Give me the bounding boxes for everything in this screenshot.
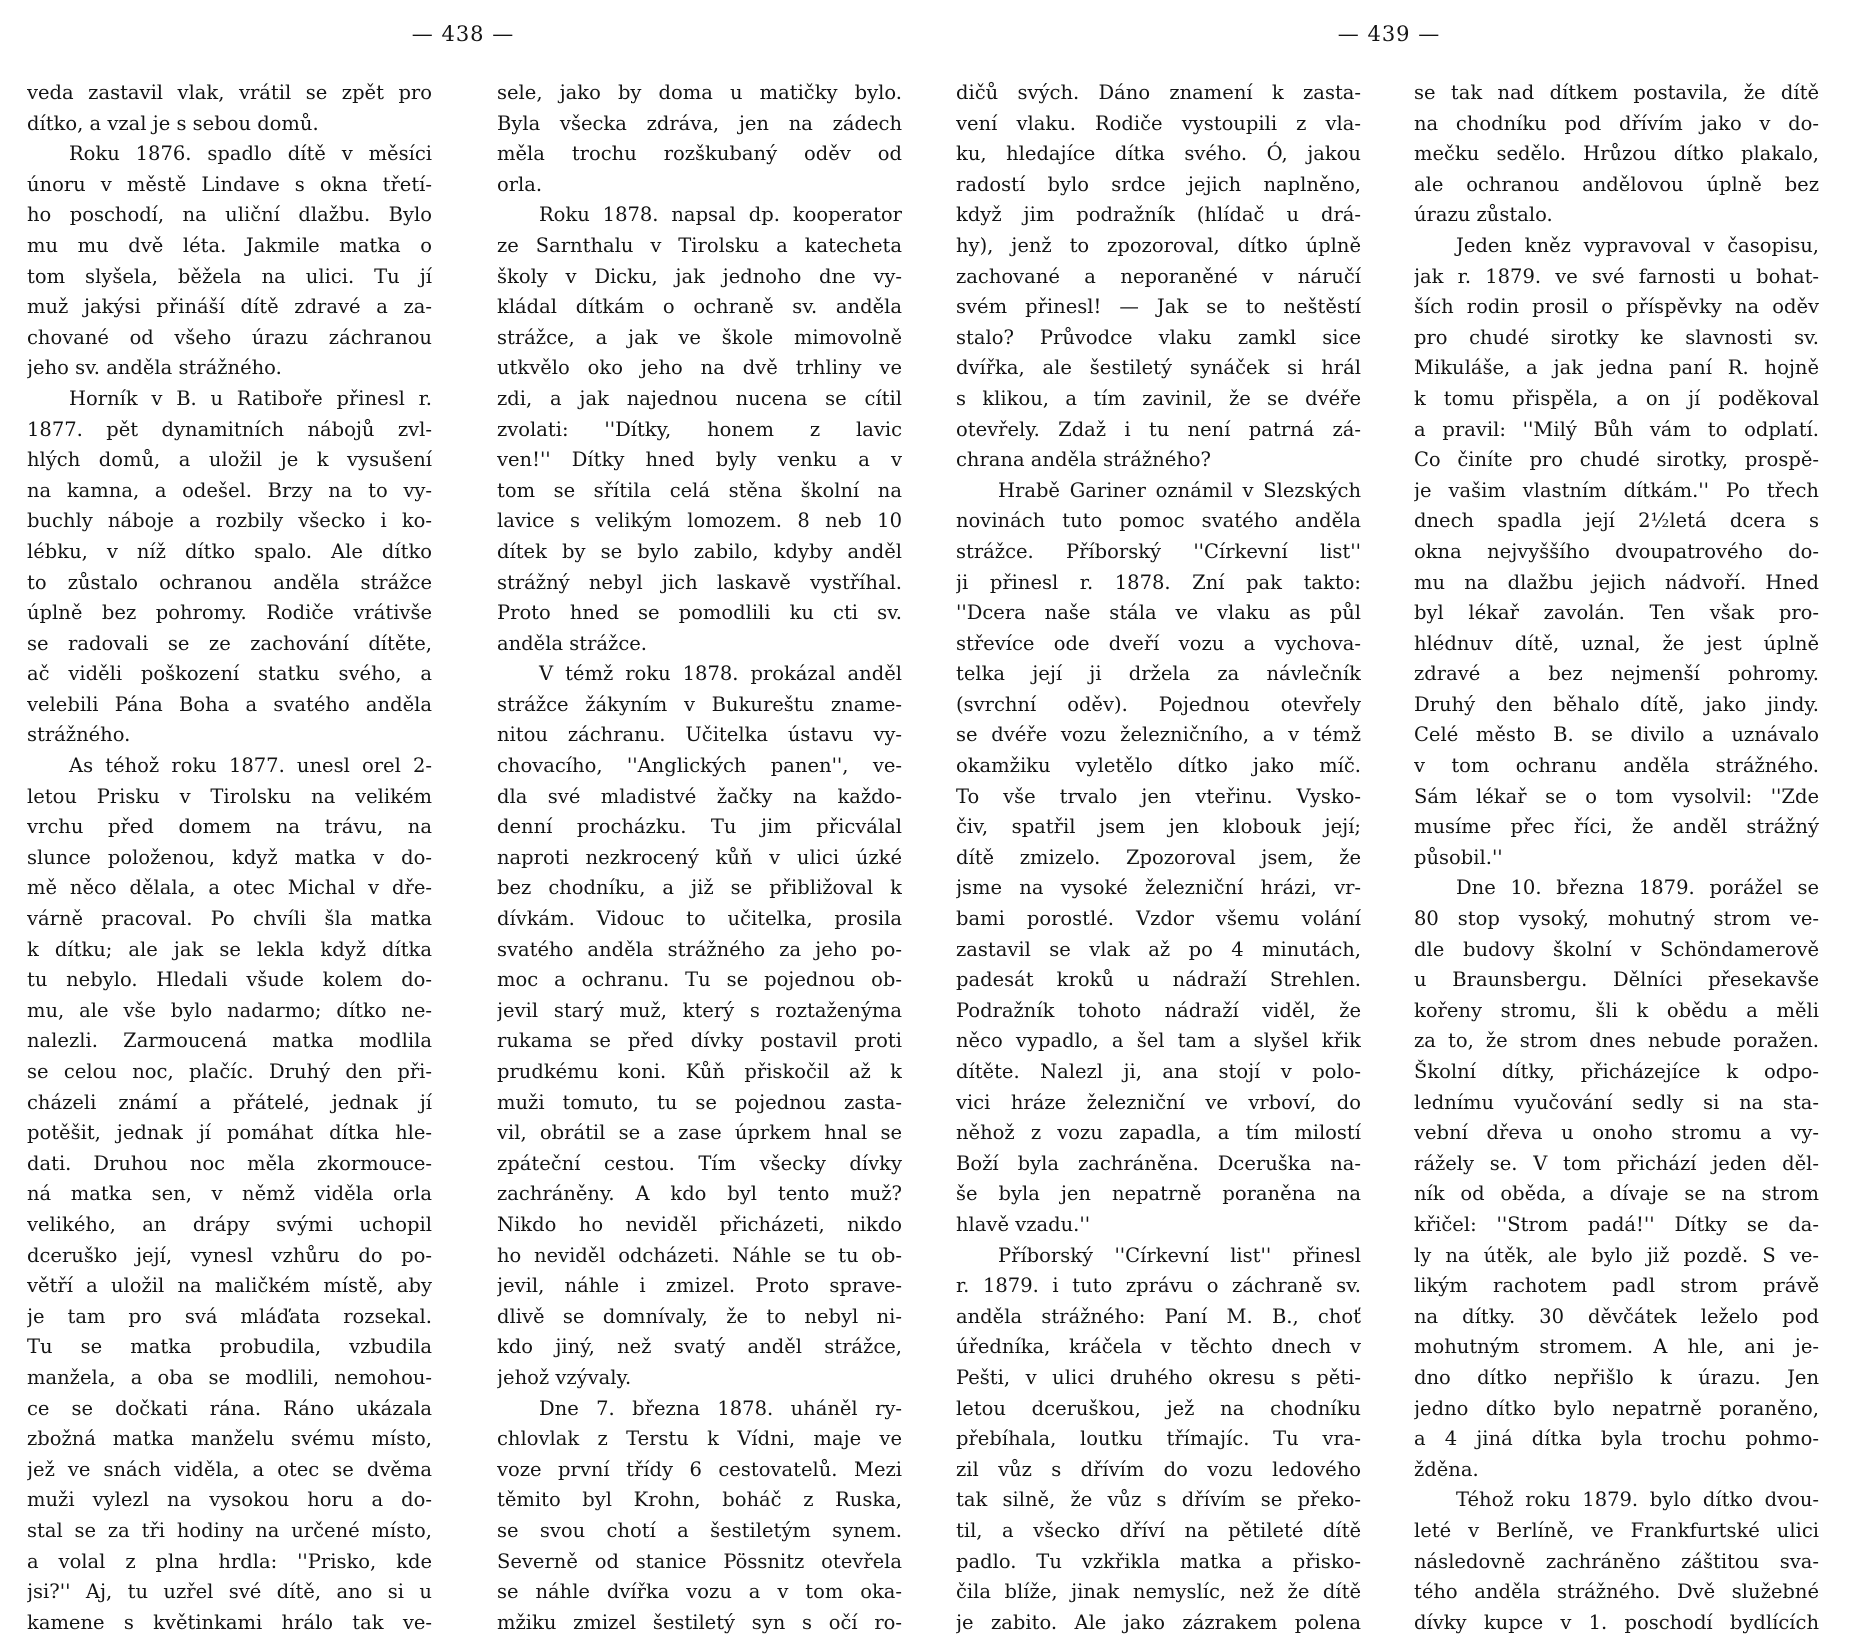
text-line: Dne 10. března 1879. porážel se — [1456, 876, 1819, 900]
text-line: dceruško její, vynesl vzhůru do po- — [27, 1243, 432, 1267]
text-line: jsi?'' Aj, tu uzřel své dítě, ano si u — [27, 1580, 432, 1604]
text-line: vrchu před domem na trávu, na — [27, 815, 432, 839]
text-line: V témž roku 1878. prokázal anděl — [539, 662, 902, 686]
text-line: Tu se matka probudila, vzbudila — [27, 1335, 432, 1359]
text-line: Roku 1876. spadlo dítě v měsíci — [69, 142, 432, 166]
text-line: bami porostlé. Vzdor všemu volání — [956, 907, 1361, 931]
text-line: vební dřeva u onoho stromu a vy- — [1414, 1121, 1819, 1145]
text-line: úředníka, kráčela v těchto dnech v — [956, 1335, 1361, 1359]
text-line: jevil, náhle i zmizel. Proto sprave- — [497, 1274, 902, 1298]
text-line: jež ve snách viděla, a otec se dvěma — [27, 1457, 432, 1481]
text-line: zbožná matka manželu svému místo, — [27, 1427, 432, 1451]
text-line: Druhý den běhalo dítě, jako jindy. — [1414, 692, 1819, 716]
text-line: Hrabě Gariner oznámil v Slezských — [998, 478, 1361, 502]
text-line: úrazu zůstalo. — [1414, 203, 1553, 227]
text-line: letou dceruškou, jež na chodníku — [956, 1396, 1361, 1420]
text-line: zachované a neporaněné v náručí — [956, 264, 1361, 288]
text-line: mu, ale vše bylo nadarmo; dítko ne- — [27, 998, 432, 1022]
text-line: něhož z vozu zapadla, a tím milostí — [956, 1121, 1361, 1145]
text-line: mě něco dělala, a otec Michal v dře- — [27, 876, 432, 900]
text-line: ven!'' Dítky hned byly venku a v — [497, 448, 902, 472]
text-line: byl lékař zavolán. Ten však pro- — [1414, 601, 1819, 625]
text-line: zvolati: ''Dítky, honem z lavic — [497, 417, 902, 441]
text-line: školy v Dicku, jak jednoho dne vy- — [497, 264, 902, 288]
text-line: větří a uložil na maličkém místě, aby — [27, 1274, 432, 1298]
text-line: tu nebylo. Hledali všude kolem do- — [27, 968, 432, 992]
page-number: — 439 — — [1337, 22, 1441, 46]
text-line: 1877. pět dynamitních nábojů zvl- — [27, 417, 432, 441]
text-line: padlo. Tu vzkřikla matka a přisko- — [956, 1549, 1361, 1573]
text-line: je zabito. Ale jako zázrakem polena — [956, 1610, 1361, 1634]
text-line: svém přinesl! — Jak se to neštěstí — [956, 295, 1361, 319]
text-line: bez chodníku, a již se přibližoval k — [497, 876, 902, 900]
text-line: Pešti, v ulici druhého okresu s pěti- — [956, 1365, 1361, 1389]
text-line: moc a ochranu. Tu se pojednou ob- — [497, 968, 902, 992]
text-line: stal se za tři hodiny na určené místo, — [27, 1518, 432, 1542]
text-line: telka její ji držela za návlečník — [956, 662, 1361, 686]
text-line: mečku sedělo. Hrůzou dítko plakalo, — [1414, 142, 1819, 166]
text-line: chlovlak z Terstu k Vídni, maje ve — [497, 1427, 902, 1451]
text-line: dičů svých. Dáno znamení k zasta- — [956, 81, 1361, 104]
text-line: kládal dítkám o ochraně sv. anděla — [497, 295, 902, 319]
text-column-right — [1414, 78, 1819, 1638]
text-line: Podražník tohoto nádraží viděl, že — [956, 998, 1361, 1022]
text-line: dvířka, ale šestiletý synáček si hrál — [956, 356, 1361, 380]
text-column-right — [497, 78, 902, 1638]
text-line: Proto hned se pomodlili ku cti sv. — [497, 601, 902, 625]
text-line: ly na útěk, ale bylo již pozdě. S ve- — [1414, 1243, 1819, 1267]
text-line: strážce, a jak ve škole mimovolně — [497, 325, 902, 349]
text-line: k dítku; ale jak se lekla když dítka — [27, 937, 432, 961]
text-line: žděna. — [1414, 1457, 1479, 1481]
text-line: voze první třídy 6 cestovatelů. Mezi — [497, 1457, 902, 1481]
text-line: denní procházku. Tu jim přicválal — [497, 815, 902, 839]
text-line: působil.'' — [1414, 845, 1503, 869]
text-line: Byla všecka zdráva, jen na zádech — [497, 111, 902, 135]
text-line: tom se sřítila celá stěna školní na — [497, 478, 902, 502]
text-line: ač viděli poškození statku svého, a — [27, 662, 432, 686]
text-line: vil, obrátil se a zase úprkem hnal se — [497, 1121, 902, 1145]
text-line: ji přinesl r. 1878. Zní pak takto: — [956, 570, 1361, 594]
text-line: ''Dcera naše stála ve vlaku as půl — [956, 601, 1361, 625]
text-line: As téhož roku 1877. unesl orel 2- — [69, 754, 432, 778]
text-line: na chodníku pod dřívím jako v do- — [1414, 111, 1819, 135]
text-line: ná matka sen, v němž viděla orla — [27, 1182, 432, 1206]
text-line: zil vůz s dřívím do vozu ledového — [956, 1457, 1361, 1481]
text-line: til, a všecko dříví na pětileté dítě — [956, 1518, 1361, 1542]
text-line: jeho sv. anděla strážného. — [27, 356, 282, 380]
text-line: úplně bez pohromy. Rodiče vrátivše — [27, 601, 432, 625]
page-number: — 438 — — [411, 22, 515, 46]
text-line: dívky kupce v 1. poschodí bydlících — [1414, 1610, 1819, 1634]
text-line: dle budovy školní v Schöndamerově — [1414, 937, 1819, 961]
text-line: se svou chotí a šestiletým synem. — [497, 1518, 902, 1542]
text-line: muž jakýsi přináší dítě zdravé a za- — [27, 295, 432, 319]
text-line: a 4 jiná dítka byla trochu pohmo- — [1414, 1427, 1819, 1451]
text-line: tého anděla strážného. Dvě služebné — [1414, 1580, 1819, 1604]
text-line: jevil starý muž, který s roztaženýma — [497, 998, 902, 1022]
text-line: prudkému koni. Kůň přiskočil až k — [497, 1060, 902, 1083]
text-line: jehož vzývaly. — [497, 1365, 632, 1389]
text-line: muži vylezl na vysokou horu a do- — [27, 1488, 432, 1512]
text-line: je tam pro svá mláďata rozsekal. — [27, 1304, 432, 1328]
text-line: zdravé a bez nejmenší pohromy. — [1414, 662, 1819, 686]
text-line: tak silně, že vůz s dřívím se překo- — [956, 1488, 1361, 1512]
text-line: velebili Pána Boha a svatého anděla — [27, 692, 432, 716]
text-line: dlivě se domnívaly, že to nebyl ni- — [497, 1304, 902, 1328]
text-line: na dítky. 30 děvčátek leželo pod — [1414, 1304, 1819, 1328]
text-line: dno dítko nepřišlo k úrazu. Jen — [1414, 1365, 1819, 1389]
text-line: dítěte. Nalezl ji, ana stojí v polo- — [956, 1060, 1361, 1083]
text-line: chovacího, ''Anglických panen'', ve- — [497, 754, 902, 778]
text-line: chrana anděla strážného? — [956, 448, 1211, 472]
text-line: to zůstalo ochranou anděla strážce — [27, 570, 432, 594]
text-line: rukama se před dívky postavil proti — [497, 1029, 902, 1053]
text-line: leté v Berlíně, ve Frankfurtské ulici — [1414, 1518, 1819, 1542]
text-line: je vašim vlastním dítkám.'' Po třech — [1414, 478, 1819, 502]
text-line: buchly náboje a rozbily všecko i ko- — [27, 509, 432, 533]
text-line: s klikou, a tím zavinil, že se dvéře — [956, 386, 1361, 410]
text-line: strážného. — [27, 723, 131, 747]
text-line: otevřely. Zdaž i tu není patrná zá- — [956, 417, 1361, 441]
text-line: slunce položenou, když matka v do- — [27, 845, 432, 869]
text-line: měla trochu rozškubaný oděv od — [497, 142, 902, 166]
text-line: cházeli známí a přátelé, jednak jí — [27, 1090, 432, 1114]
text-line: na kamna, a odešel. Brzy na to vy- — [27, 478, 432, 502]
text-line: kamene s květinkami hrálo tak ve- — [27, 1610, 432, 1634]
text-line: těmito byl Krohn, boháč z Ruska, — [497, 1488, 902, 1512]
text-line: ze Sarnthalu v Tirolsku a katecheta — [497, 233, 902, 257]
text-line: ších rodin prosil o příspěvky na oděv — [1414, 295, 1819, 319]
text-line: čila blíže, jinak nemyslíc, než že dítě — [956, 1580, 1361, 1604]
text-line: zachráněny. A kdo byl tento muž? — [497, 1182, 902, 1206]
text-line: hy), jenž to zpozoroval, dítko úplně — [956, 233, 1361, 257]
text-line: okna nejvyššího dvoupatrového do- — [1414, 539, 1819, 563]
text-line: dítko, a vzal je s sebou domů. — [27, 111, 319, 135]
text-line: Příborský ''Církevní list'' přinesl — [998, 1243, 1361, 1267]
text-line: muži tomuto, tu se pojednou zasta- — [497, 1090, 902, 1114]
text-line: zastavil se vlak až po 4 minutách, — [956, 937, 1361, 961]
text-line: dítě zmizelo. Zpozoroval jsem, že — [956, 845, 1361, 869]
text-line: za to, že strom dnes nebude poražen. — [1414, 1029, 1819, 1053]
text-line: hlých domů, a uložil je k vysušení — [27, 448, 432, 472]
text-line: manžela, a oba se modlili, nemohou- — [27, 1365, 432, 1389]
text-line: Téhož roku 1879. bylo dítko dvou- — [1456, 1488, 1819, 1512]
text-line: se radovali se ze zachování dítěte, — [27, 631, 432, 655]
text-line: mžiku zmizel šestiletý syn s očí ro- — [497, 1610, 902, 1634]
text-line: ho neviděl odcházeti. Náhle se tu ob- — [497, 1243, 902, 1267]
text-line: velikého, an drápy svými uchopil — [27, 1212, 432, 1236]
text-line: v tom ochranu anděla strážného. — [1414, 754, 1819, 778]
text-line: svatého anděla strážného za jeho po- — [497, 937, 902, 961]
text-line: likým rachotem padl strom právě — [1414, 1274, 1819, 1298]
text-line: To vše trvalo jen vteřinu. Vysko- — [956, 784, 1361, 808]
text-line: ník od oběda, a dívaje se na strom — [1414, 1182, 1819, 1206]
text-line: něco vypadlo, a šel tam a slyšel křik — [956, 1029, 1361, 1053]
text-line: vici hráze železniční ve vrboví, do — [956, 1090, 1361, 1114]
text-line: se dvéře vozu železničního, a v témž — [956, 723, 1361, 747]
text-line: se celou noc, plačíc. Druhý den při- — [27, 1060, 432, 1083]
text-line: 80 stop vysoký, mohutný strom ve- — [1414, 907, 1819, 931]
text-line: kořeny stromu, šli k obědu a měli — [1414, 998, 1819, 1022]
text-line: se náhle dvířka vozu a v tom oka- — [497, 1580, 902, 1604]
text-line: a pravil: ''Milý Bůh vám to odplatí. — [1414, 417, 1819, 441]
text-line: u Braunsbergu. Dělníci přesekavše — [1414, 968, 1819, 992]
text-line: novinách tuto pomoc svatého anděla — [956, 509, 1361, 533]
text-line: radostí bylo srdce jejich naplněno, — [956, 172, 1361, 196]
text-line: orla. — [497, 172, 543, 196]
text-line: Mikuláše, a jak jedna paní R. hojně — [1414, 356, 1819, 380]
text-line: Roku 1878. napsal dp. kooperator — [539, 203, 902, 227]
text-line: jedno dítko bylo nepatrně poraněno, — [1414, 1396, 1819, 1420]
text-line: střevíce ode dveří vozu a vychova- — [956, 631, 1361, 655]
text-line: okamžiku vyletělo dítko jako míč. — [956, 754, 1361, 778]
text-column-left — [27, 78, 432, 1638]
text-line: strážce žákyním v Bukureštu zname- — [497, 692, 902, 716]
text-line: Co činíte pro chudé sirotky, prospě- — [1414, 448, 1819, 472]
text-line: a volal z plna hrdla: ''Prisko, kde — [27, 1549, 432, 1573]
text-line: letou Prisku v Tirolsku na velikém — [27, 784, 432, 808]
text-line: naproti nezkrocený kůň v ulici úzké — [497, 845, 902, 869]
text-line: rážely se. V tom přichází jeden děl- — [1414, 1151, 1819, 1175]
text-line: nitou záchranu. Učitelka ústavu vy- — [497, 723, 902, 747]
text-line: Boží byla zachráněna. Dceruška na- — [956, 1151, 1361, 1175]
text-line: tom slyšela, běžela na ulici. Tu jí — [27, 264, 432, 288]
text-line: se tak nad dítkem postavila, že dítě — [1414, 81, 1819, 104]
text-line: mohutným stromem. A hle, ani je- — [1414, 1335, 1819, 1359]
text-line: když jim podražník (hlídač u drá- — [956, 203, 1361, 227]
text-line: lednímu vyučování sedly si na sta- — [1414, 1090, 1819, 1114]
text-line: Sám lékař se o tom vysolvil: ''Zde — [1414, 784, 1819, 808]
text-line: veda zastavil vlak, vrátil se zpět pro — [27, 81, 432, 104]
text-line: anděla strážného: Paní M. B., choť — [956, 1304, 1361, 1328]
text-line: dívkám. Vidouc to učitelka, prosila — [497, 907, 902, 931]
text-line: anděla strážce. — [497, 631, 647, 655]
text-line: padesát kroků u nádraží Strehlen. — [956, 968, 1361, 992]
text-line: Školní dítky, přicházejíce k odpo- — [1414, 1060, 1819, 1083]
text-line: vení vlaku. Rodiče vystoupili z vla- — [956, 111, 1361, 135]
text-line: jak r. 1879. ve své farnosti u bohat- — [1414, 264, 1819, 288]
text-line: lébku, v níž dítko spalo. Ale dítko — [27, 539, 432, 563]
text-line: ale ochranou andělovou úplně bez — [1414, 172, 1819, 196]
text-line: dítek by se bylo zabilo, kdyby anděl — [497, 539, 902, 563]
text-line: dnech spadla její 2½letá dcera s — [1414, 509, 1819, 533]
text-line: mu na dlažbu jejich nádvoří. Hned — [1414, 570, 1819, 594]
text-line: přebíhala, loutku třímajíc. Tu vra- — [956, 1427, 1361, 1451]
text-line: strážce. Příborský ''Církevní list'' — [956, 539, 1361, 563]
text-line: Nikdo ho neviděl přicházeti, nikdo — [497, 1212, 902, 1236]
text-line: k tomu přispěla, a on jí poděkoval — [1414, 386, 1819, 410]
text-line: Severně od stanice Pössnitz otevřela — [497, 1549, 902, 1573]
text-line: zdi, a jak najednou nucena se cítil — [497, 386, 902, 410]
text-line: následovně zachráněno záštitou sva- — [1414, 1549, 1819, 1573]
text-line: chované od všeho úrazu záchranou — [27, 325, 432, 349]
text-line: nalezli. Zarmoucená matka modlila — [27, 1029, 432, 1053]
text-line: hlavě vzadu.'' — [956, 1212, 1091, 1236]
text-line: lavice s velikým lomozem. 8 neb 10 — [497, 509, 902, 533]
text-line: únoru v městě Lindave s okna třetí- — [27, 172, 432, 196]
text-line: še byla jen nepatrně poraněna na — [956, 1182, 1361, 1206]
text-line: ku, hledajíce dítka svého. Ó, jakou — [956, 142, 1361, 166]
text-line: zpáteční cestou. Tím všecky dívky — [497, 1151, 902, 1175]
text-column-left — [956, 78, 1361, 1638]
text-line: utkvělo oko jeho na dvě trhliny ve — [497, 356, 902, 380]
text-line: dla své mladistvé žačky na každo- — [497, 784, 902, 808]
text-line: mu mu dvě léta. Jakmile matka o — [27, 233, 432, 257]
text-line: křičel: ''Strom padá!'' Dítky se da- — [1414, 1212, 1819, 1236]
text-line: hlédnuv dítě, uznal, že jest úplně — [1414, 631, 1819, 655]
text-line: strážný nebyl jich laskavě vystříhal. — [497, 570, 902, 594]
text-line: sele, jako by doma u matičky bylo. — [497, 81, 902, 104]
text-line: stalo? Průvodce vlaku zamkl sice — [956, 325, 1361, 349]
text-line: Jeden kněz vypravoval v časopisu, — [1456, 233, 1819, 257]
text-line: Horník v B. u Ratiboře přinesl r. — [69, 386, 432, 410]
text-line: várně pracoval. Po chvíli šla matka — [27, 907, 432, 931]
text-line: čiv, spatřil jsem jen klobouk její; — [956, 815, 1361, 839]
text-line: r. 1879. i tuto zprávu o záchraně sv. — [956, 1274, 1361, 1298]
text-line: ce se dočkati rána. Ráno ukázala — [27, 1396, 432, 1420]
text-line: (svrchní oděv). Pojednou otevřely — [956, 692, 1361, 716]
page-439 — [926, 0, 1852, 1634]
text-line: Celé město B. se divilo a uznávalo — [1414, 723, 1819, 747]
text-line: Dne 7. března 1878. uháněl ry- — [539, 1396, 902, 1420]
text-line: potěšit, jednak jí pomáhat dítka hle- — [27, 1121, 432, 1145]
text-line: ho poschodí, na uliční dlažbu. Bylo — [27, 203, 432, 227]
text-line: dati. Druhou noc měla zkormouce- — [27, 1151, 432, 1175]
text-line: kdo jiný, než svatý anděl strážce, — [497, 1335, 902, 1359]
text-line: pro chudé sirotky ke slavnosti sv. — [1414, 325, 1819, 349]
page-438 — [0, 0, 926, 1634]
text-line: jsme na vysoké železniční hrázi, vr- — [956, 876, 1361, 900]
text-line: musíme přec říci, že anděl strážný — [1414, 815, 1819, 839]
